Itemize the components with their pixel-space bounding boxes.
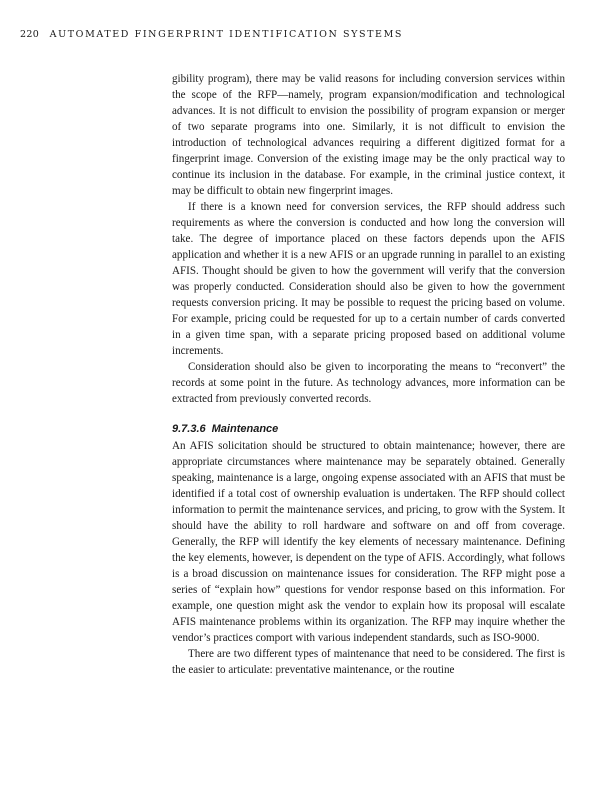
paragraph-reconversion: Consideration should also be given to incorporating the means to “reconvert” the records at some point in the future. As technology advances, more information can be extracted from previously converted records.	[172, 361, 565, 405]
paragraph-continued: gibility program), there may be valid reasons for including conversion services within the scope of the RFP—namely, program expansion/modification and technological advances. It is not difficult to envision the possibility of program expansion or merger of two separate programs into one. Similarly, it is not difficult to envision the introduction of technological advances requiring a different digitized format for a fingerprint image. Conversion of the existing image may be the only practical way to continue its inclusion in the database. For example, in the criminal justice context, it may be difficult to obtain new fingerprint images.	[172, 73, 565, 197]
paragraph-conversion-needs: If there is a known need for conversion services, the RFP should address such requirements as where the conversion is conducted and how long the conversion will take. The degree of importance placed on these factors depends upon the AFIS application and whether it is a new AFIS or an upgrade running in parallel to an existing AFIS. Thought should be given to how the government will verify that the conversion was properly conducted. Consideration should also be given to how the government requests conversion pricing. It may be possible to request the pricing based on volume. For example, pricing could be requested for up to a certain number of cards converted in a given time span, with a separate pricing proposed based on additional volume increments.	[172, 201, 565, 357]
running-title: AUTOMATED FINGERPRINT IDENTIFICATION SYSTEMS	[49, 29, 404, 40]
paragraph-maintenance-types: There are two different types of maintenance that need to be considered. The first is the easier to articulate: preventative maintenance, or the routine	[172, 648, 565, 676]
section-title: Maintenance	[211, 423, 279, 435]
section-number: 9.7.3.6	[172, 423, 206, 435]
section-heading	[172, 421, 565, 437]
body-text	[172, 71, 565, 678]
running-head	[20, 29, 403, 40]
paragraph-maintenance: An AFIS solicitation should be structured to obtain maintenance; however, there are appropriate circumstances where maintenance may be separately obtained. Generally speaking, maintenance is a large, ongoing expense associated with an AFIS that must be identified if a total cost of ownership evaluation is undertaken. The RFP should collect information to permit the maintenance services, and pricing, to grow with the System. It should have the ability to roll hardware and software on and off from coverage. Generally, the RFP will identify the key elements of necessary maintenance. Defining the key elements, however, is dependent on the type of AFIS. Accordingly, what follows is a broad discussion on maintenance issues for consideration. The RFP might pose a series of “explain how” questions for vendor response based on this information. For example, one question might ask the vendor to explain how its proposal will escalate AFIS maintenance problems within its organization. The RFP may inquire whether the vendor’s practices comport with various independent standards, such as ISO-9000.	[172, 440, 565, 644]
page-number: 220	[20, 29, 40, 40]
